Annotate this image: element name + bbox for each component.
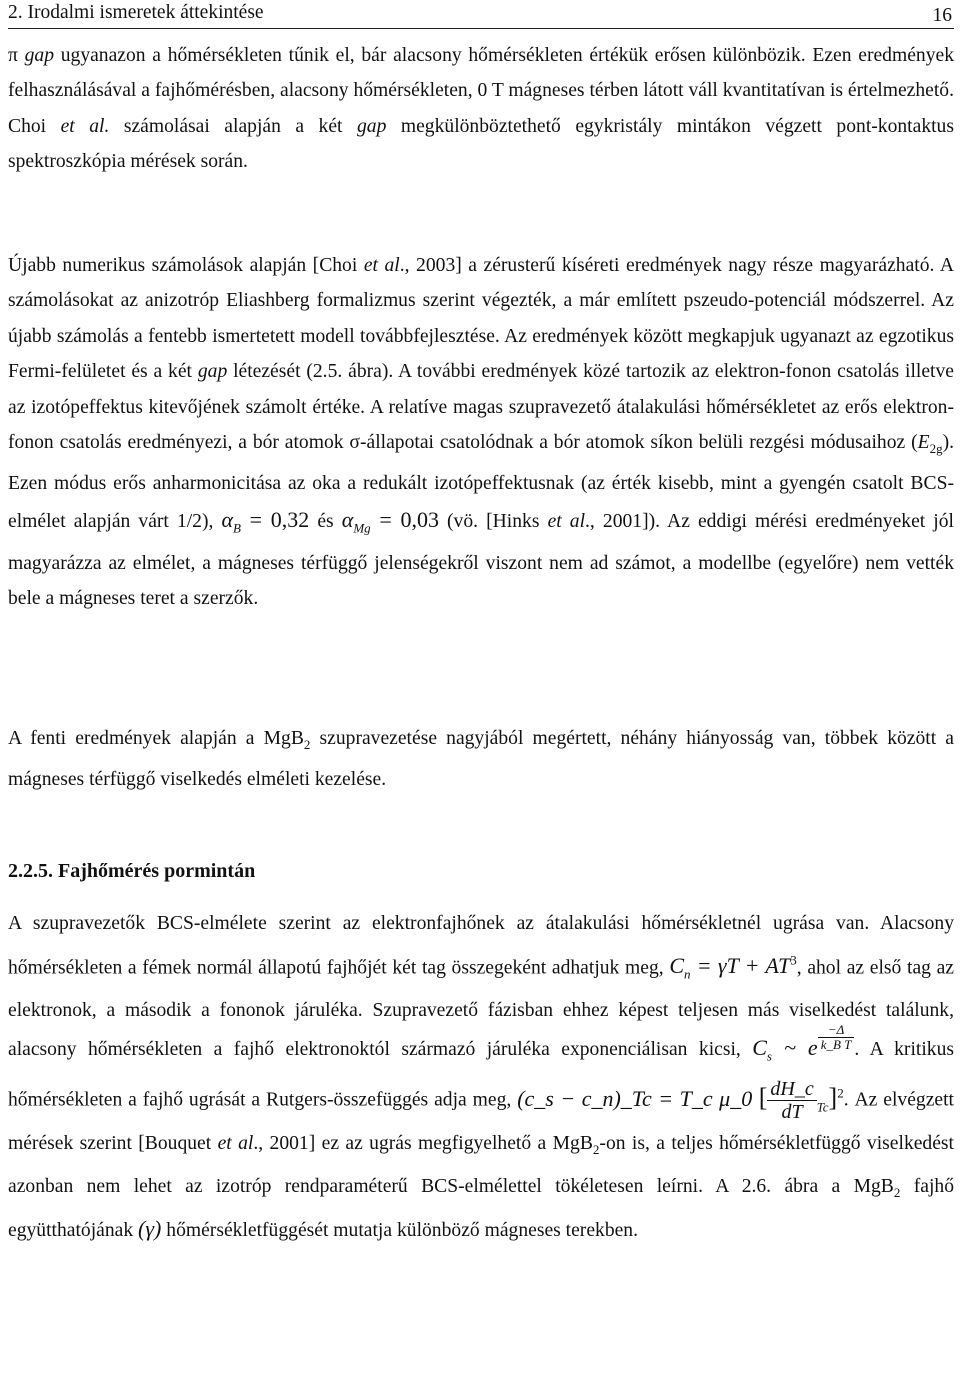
page-number: 16 [932,5,952,26]
text: . Az elvégzett mérések szerint [Bouquet [8,1089,954,1154]
gap-term: gap [24,45,55,66]
text: ., 2003] a zérusterű kíséreti eredmények nagy része magyarázható. A számolásokat az anizotróp Eliashberg formalizmus szerint végezték, a már említett pszeudo-potenciál módszerrel. Az újabb számolás a fentebb ismertetett modell továbbfejlesztése. Az eredmények között megkapjuk ugyanazt az egzotikus Fermi-felületet és a két [8,255,955,383]
et-al: et al [547,510,586,532]
text: , ahol az első tag az elektronok, a második a fononok járuléka. Szupravezető fázisban ehhez képest teljesen más viselkedést találunk, alacsony hőmérsékleten a fajhő elektronoktól származó járuléka exponenciálisan kicsi, [8,957,954,1061]
alpha-symbol: α [341,506,354,532]
text: fajhő együtthatójának [8,1175,954,1242]
mode-subscript: 2g [929,440,943,456]
text: Újabb numerikus számolások alapján [Choi [8,255,364,276]
derivative-denominator: dT [781,1101,803,1124]
subscript: 2 [303,736,311,752]
text: ., 2001]). Az eddigi mérési eredményeket jól magyarázza az elmélet, a mágneses térfüggő jelenségekről viszont nem ad számot, a modellbe (egyelőre) nem vették bele a mágneses teret a szerzők. [8,510,954,609]
et-al: et al. [60,115,110,137]
text: A fenti eredmények alapján a MgB [8,728,304,749]
rutgers-equation: (c_s − c_n)_Tc = T_c μ_0 [ $\frac{dH\_c}{dT}$ $_{Tc}$]$^2$ [517,1078,844,1124]
exponent-numerator: −Δ [818,1023,855,1038]
gap-term: gap [197,361,228,383]
text: (vö. [Hinks [438,510,548,532]
paragraph-gap-intro [8,38,954,180]
gamma-symbol: (γ) [138,1216,162,1242]
alpha-value: = 0,03 [370,506,439,532]
symbol: C [669,953,685,979]
exponential-equation [752,1021,854,1064]
alpha-mg-equation [341,506,439,536]
text: ugyanazon a hőmérsékleten tűnik el, bár alacsony hőmérsékleten értékük erősen különbözik. Ezen eredmények felhasználásával a fajhőmérésben, alacsony hőmérsékleten, 0 T mágneses térben látott váll kvantitatívan is értelmezhető. Choi [8,45,954,137]
et-al: et al [217,1132,254,1154]
subscript: Tc [816,1099,829,1115]
equation-rest: = γT + AT [690,953,791,979]
subscript: 2 [893,1184,901,1200]
equation-lhs: (c_s − c_n)_Tc = T_c μ_0 [517,1085,753,1111]
subscript: s [766,1048,772,1064]
equation-rest: ~ e [771,1035,818,1061]
exponent-denominator: k_B T [820,1036,852,1052]
exponent-fraction [818,1023,855,1052]
paragraph-numerical-calculations [8,248,954,616]
mode-symbol: E [917,432,930,454]
text: ., 2001] ez az ugrás megfigyelhető a MgB [253,1132,593,1154]
derivative-fraction [767,1078,816,1123]
superscript: 3 [790,952,797,968]
paragraph-specific-heat [8,906,954,1250]
page-header [8,2,954,29]
paragraph-summary [8,721,954,798]
section-heading: 2.2.5. Fajhőmérés pormintán [8,860,256,882]
text: -on is, a teljes hőmérsékletfüggő viselkedést azonban nem lehet az izotróp rendparaméterű BCS-elmélettel tökéletesen leírni. A 2.6. ábra a MgB [8,1132,954,1197]
alpha-subscript: B [233,520,241,536]
derivative-numerator: dH_c [767,1078,816,1101]
superscript: 2 [837,1085,844,1101]
text: létezését (2.5. ábra). A további eredmények közé tartozik az elektron-fonon csatolás illetve az izotópeffektus kitevőjének számolt értéke. A relatíve magas szupravezető átalakulási hőmérsékletet az erős elektron-fonon csatolás eredményezi, a bór atomok σ-állapotai csatolódnak a bór atomok síkon belüli rezgési módusaihoz ( [8,361,954,454]
chapter-title: 2. Irodalmi ismeretek áttekintése [8,2,264,23]
normal-heat-equation [669,952,797,982]
symbol: C [752,1035,767,1061]
alpha-subscript: Mg [353,520,371,536]
text: szupravezetése nagyjából megértett, néhány hiányosság van, többek között a mágneses térfüggő viselkedés elméleti kezelése. [8,728,955,791]
text: számolásai alapján a két [109,115,357,137]
text: ). Ezen módus erős anharmonicitása az oka a redukált izotópeffektusnak (az érték kisebb, mint a gyengén csatolt BCS-elmélet alapján várt 1/2), [8,432,954,532]
text: megkülönböztethető egykristály mintákon végzett pont-kontaktus spektroszkópia mérések során. [8,115,954,173]
et-al: et al [363,255,400,276]
pi-symbol: π [8,45,18,66]
subscript: n [684,966,691,982]
text: hőmérsékletfüggését mutatja különböző mágneses terekben. [161,1220,639,1242]
alpha-symbol: α [221,506,234,532]
gap-term: gap [356,115,387,137]
text: A szupravezetők BCS-elmélete szerint az elektronfajhőnek az átalakulási hőmérsékletnél ugrása van. Alacsony hőmérsékleten a fémek normál állapotú fajhőjét két tag összegeként adhatjuk meg, [8,913,954,979]
text: . A kritikus hőmérsékleten a fajhő ugrását a Rutgers-összefüggés adja meg, [8,1039,955,1111]
subscript: 2 [592,1141,600,1157]
text: és [309,510,342,532]
alpha-b-equation [221,506,310,536]
alpha-value: = 0,32 [241,506,310,532]
